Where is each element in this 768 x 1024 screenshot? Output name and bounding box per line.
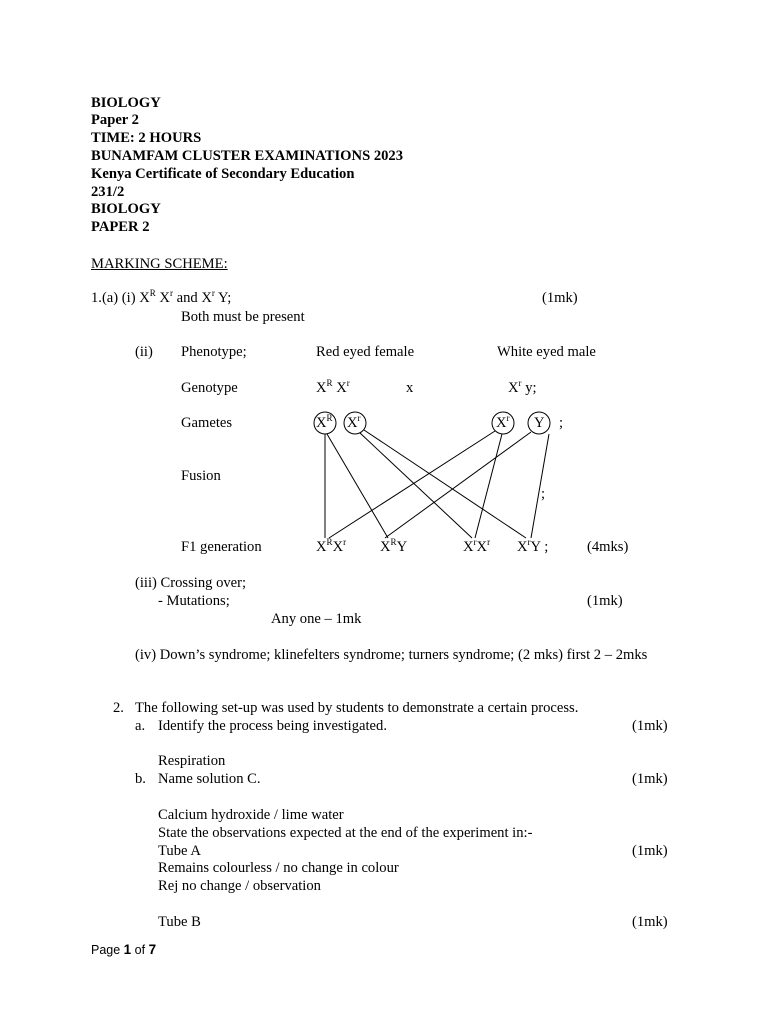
fusion-line-2 (327, 434, 388, 538)
q1-a-i-mark: (1mk) (542, 290, 578, 306)
q1-iv-answer: (iv) Down’s syndrome; klinefelters syndrome; turners syndrome; (2 mks) first 2 – 2mks (135, 647, 648, 663)
f1-offspring-1: $X^RX^r$ (316, 537, 347, 555)
f1-mark: (4mks) (587, 539, 629, 555)
q1-iii-line-1: (iii) Crossing over; (135, 575, 247, 591)
q2-a-mark: (1mk) (632, 718, 668, 734)
q2-tube-b-mark: (1mk) (632, 914, 668, 930)
genotype-male: $X^r$ y; (508, 378, 537, 396)
header-subject: BIOLOGY (91, 95, 161, 111)
q1-iii-note: Any one – 1mk (271, 611, 362, 627)
q2-tube-a-reject: Rej no change / observation (158, 878, 321, 894)
q2-a-answer: Respiration (158, 753, 226, 769)
fusion-line-5 (329, 431, 495, 538)
f1-offspring-4: $X^rY$ ; (517, 537, 549, 555)
gametes-label: Gametes (181, 415, 233, 431)
gamete-xr-female: $X^R$ (316, 413, 333, 431)
q2-stem: The following set-up was used by students to demonstrate a certain process. (135, 700, 579, 716)
q2-b-answer: Calcium hydroxide / lime water (158, 807, 344, 823)
f1-offspring-3: $X^rX^r$ (463, 537, 491, 555)
q1-iii-mark: (1mk) (587, 593, 623, 609)
q1-a-i-note: Both must be present (181, 309, 305, 325)
fusion-line-4 (364, 430, 526, 538)
header-certificate: Kenya Certificate of Secondary Education (91, 166, 355, 182)
q2-a-label: a. (135, 718, 146, 734)
q1-iii-line-2: - Mutations; (158, 593, 230, 609)
fusion-label: Fusion (181, 468, 221, 484)
phenotype-female: Red eyed female (316, 344, 415, 360)
q2-tube-b: Tube B (158, 914, 201, 930)
fusion-line-3 (360, 433, 472, 538)
phenotype-male: White eyed male (497, 344, 596, 360)
q2-b-label: b. (135, 771, 146, 787)
q2-b-text: Name solution C. (158, 771, 261, 787)
fusion-line-6 (475, 434, 502, 538)
header-time: TIME: 2 HOURS (91, 130, 202, 146)
fusion-line-7 (385, 432, 531, 538)
q2-a-text: Identify the process being investigated. (158, 718, 387, 734)
f1-offspring-2: $X^RY$ (380, 537, 408, 555)
genotype-label: Genotype (181, 380, 238, 396)
gametes-semicolon: ; (559, 415, 564, 431)
header-exam: BUNAMFAM CLUSTER EXAMINATIONS 2023 (91, 148, 404, 164)
genotype-female: $X^R$ $X^r$ (316, 378, 350, 396)
q2-tube-a: Tube A (158, 843, 201, 859)
cross-symbol: x (406, 380, 414, 396)
q2-b-mark: (1mk) (632, 771, 668, 787)
gamete-xr-male: $X^r$ (496, 413, 510, 431)
header-paper-2: PAPER 2 (91, 219, 150, 235)
gamete-xr-lower-female: $X^r$ (347, 413, 361, 431)
fusion-line-8 (531, 434, 549, 538)
marking-scheme-title: MARKING SCHEME: (91, 256, 228, 272)
q1-ii-label: (ii) (135, 344, 153, 360)
q2-c-text: State the observations expected at the end of the experiment in:- (158, 825, 533, 841)
f1-label: F1 generation (181, 539, 262, 555)
q2-number: 2. (113, 700, 124, 716)
page-footer: Page 1 of 7 (91, 942, 157, 957)
q1-a-i-answer: 1.(a) (i) $X^R$ $X^r$ and $X^r$ Y; (91, 288, 232, 306)
header-code: 231/2 (91, 184, 125, 200)
header-paper: Paper 2 (91, 112, 139, 128)
gamete-y-male: Y (534, 415, 545, 431)
phenotype-label: Phenotype; (181, 344, 247, 360)
fusion-semicolon: ; (541, 486, 546, 502)
header-subject-2: BIOLOGY (91, 201, 161, 217)
q2-tube-a-answer: Remains colourless / no change in colour (158, 860, 399, 876)
q2-tube-a-mark: (1mk) (632, 843, 668, 859)
